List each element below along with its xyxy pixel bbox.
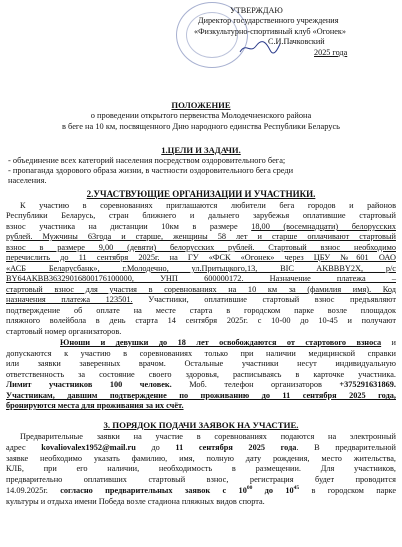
payment-note: Участники, оплатившие стартовый взнос предъявляют (132, 295, 396, 304)
section2-line (6, 380, 396, 390)
section3-heading: 3. ПОРЯДОК ПОДАЧИ ЗАЯВОК НА УЧАСТИЕ. (103, 420, 299, 430)
participant-limit: Лимит участников 100 человек. (6, 380, 172, 389)
section2-line: стартовый взнос для участия в соревнованиях на 10 км за (фамилия имя). Код (6, 285, 396, 294)
organizer-phone: +375291631869. (339, 380, 396, 389)
section2-line (60, 338, 396, 348)
goal-item: населения. (8, 176, 47, 185)
registration-text: согласно предварительных заявок с 10 (60, 486, 247, 495)
section3-line: КЛБ, при его наличии, необходимость в размещении. Для участников, (6, 464, 396, 473)
goal-item: - объединение всех категорий населения посредством оздоровительного бега; (8, 156, 286, 165)
section3-line (6, 443, 396, 453)
approval-name: С.И.Пачковский (268, 37, 325, 47)
approval-position: Директор государственного учреждения (198, 16, 339, 26)
youth-exemption: Юноши и девушки до 18 лет освобождаются от стартового взноса (60, 338, 382, 347)
phone-label: Моб. телефон организаторов (171, 380, 340, 389)
section3-line: культуры и отдыха имени Победа возле стадиона пляжных видов спорта. (6, 497, 265, 506)
document-subtitle-2: в беге на 10 км, посвященного Дню народного единства Республики Беларусь (62, 122, 340, 131)
section3-line (6, 486, 396, 496)
section1-heading: 1.ЦЕЛИ И ЗАДАЧИ. (161, 145, 241, 155)
youth-exemption-tail: и (381, 338, 397, 347)
section3-line: Предварительные заявки на участие в соревнованиях подаются на электронный (20, 432, 396, 441)
goal-item: - пропаганда здорового образа жизни, в частности оздоровительного бега среди (8, 166, 294, 175)
email-label: адрес (6, 443, 42, 452)
section2-line: перечислить до 11 сентября 2025г. на ГУ «ФСК «Огонек» через ЦБУ №601 ОАО (6, 253, 396, 262)
section3-line: заявке необходимо указать фамилию, имя, полную дату рождения, место жительства, (6, 454, 396, 463)
section2-line: взнос в размере 9,00 (девяти) белорусских рублей. Стартовый взнос необходимо (6, 243, 396, 252)
registration-date: 14.09.2025г. (6, 486, 61, 495)
email-address[interactable]: kovaliovalex1952@mail.ru (41, 443, 136, 452)
section2-line: ответственность за состояние своего здоровья, расписываясь в карточке участника. (6, 370, 396, 379)
bank-account-line: BY64AKBB36329016800176100000, УНП 600000172. Назначение платежа – (6, 274, 396, 283)
approval-date: 2025 года (314, 47, 348, 57)
section2-line (6, 295, 396, 305)
section3-line: предварительно оплативших стартовый взнос, регистрация будет проводится (6, 475, 396, 484)
section2-line: стартовый номер организаторов. (6, 327, 122, 336)
section2-line: или заявки заверенных врачом. Остальные участники несут индивидуальную (6, 359, 396, 368)
approval-heading: УТВЕРЖДАЮ (230, 6, 283, 15)
section2-heading: 2.УЧАСТВУЮЩИЕ ОРГАНИЗАЦИИ И УЧАСТНИКИ. (86, 189, 316, 199)
section2-line: «АСБ Беларусбанк», г.Молодечно, ул.Притыцкого,13, BIC AKBBBY2X, р/с (6, 264, 396, 273)
email-joiner: до (135, 443, 176, 452)
section2-line: К участию в соревнованиях приглашаются любители бега городов и районов (20, 201, 396, 210)
document-subtitle-1: о проведении открытого первенства Молодечненского района (90, 111, 312, 120)
section2-line: Участникам, давшим подтверждение по проживанию до 11 сентября 2025 года, (6, 391, 396, 400)
deadline-date: 11 сентября 2025 года (175, 443, 297, 452)
email-tail: . В предварительной (296, 443, 396, 452)
section2-line: Республики Беларусь, стран ближнего и дальнего зарубежья оплатившие стартовый (6, 211, 396, 220)
approval-organization: «Физкультурно-спортивный клуб «Огонек» (194, 26, 346, 36)
registration-location: в городском парке (299, 486, 397, 495)
time-start-minutes: 00 (246, 485, 253, 492)
section2-line: пляжного волейбола в день старта 14 сентября 2025г. с 10-00 до 10-45 и получают (6, 316, 396, 325)
section2-line: бронируются места для проживания за их счёт. (6, 401, 184, 410)
fee-amount: 18,00 (восемнадцати) белорусских (251, 222, 396, 231)
section2-line: допускаются к участию в соревнованиях только при наличии медицинской справки (6, 349, 396, 358)
section2-line: подтверждение об оплате на месте старта в городском парке возле площадок (6, 306, 396, 315)
document-title: ПОЛОЖЕНИЕ (171, 100, 231, 110)
fee-text: взнос участника на дистанции 10км в размере (6, 222, 252, 231)
registration-to: до 10 (252, 486, 294, 495)
time-end-minutes: 45 (293, 485, 300, 492)
approval-block (190, 6, 390, 58)
payment-code: назначения платежа 123501. (6, 295, 133, 304)
section2-line (6, 222, 396, 232)
section2-line: рублей. Мужчины 63года и старше, женщины 58 лет и старше оплачивают стартовый (6, 232, 396, 241)
